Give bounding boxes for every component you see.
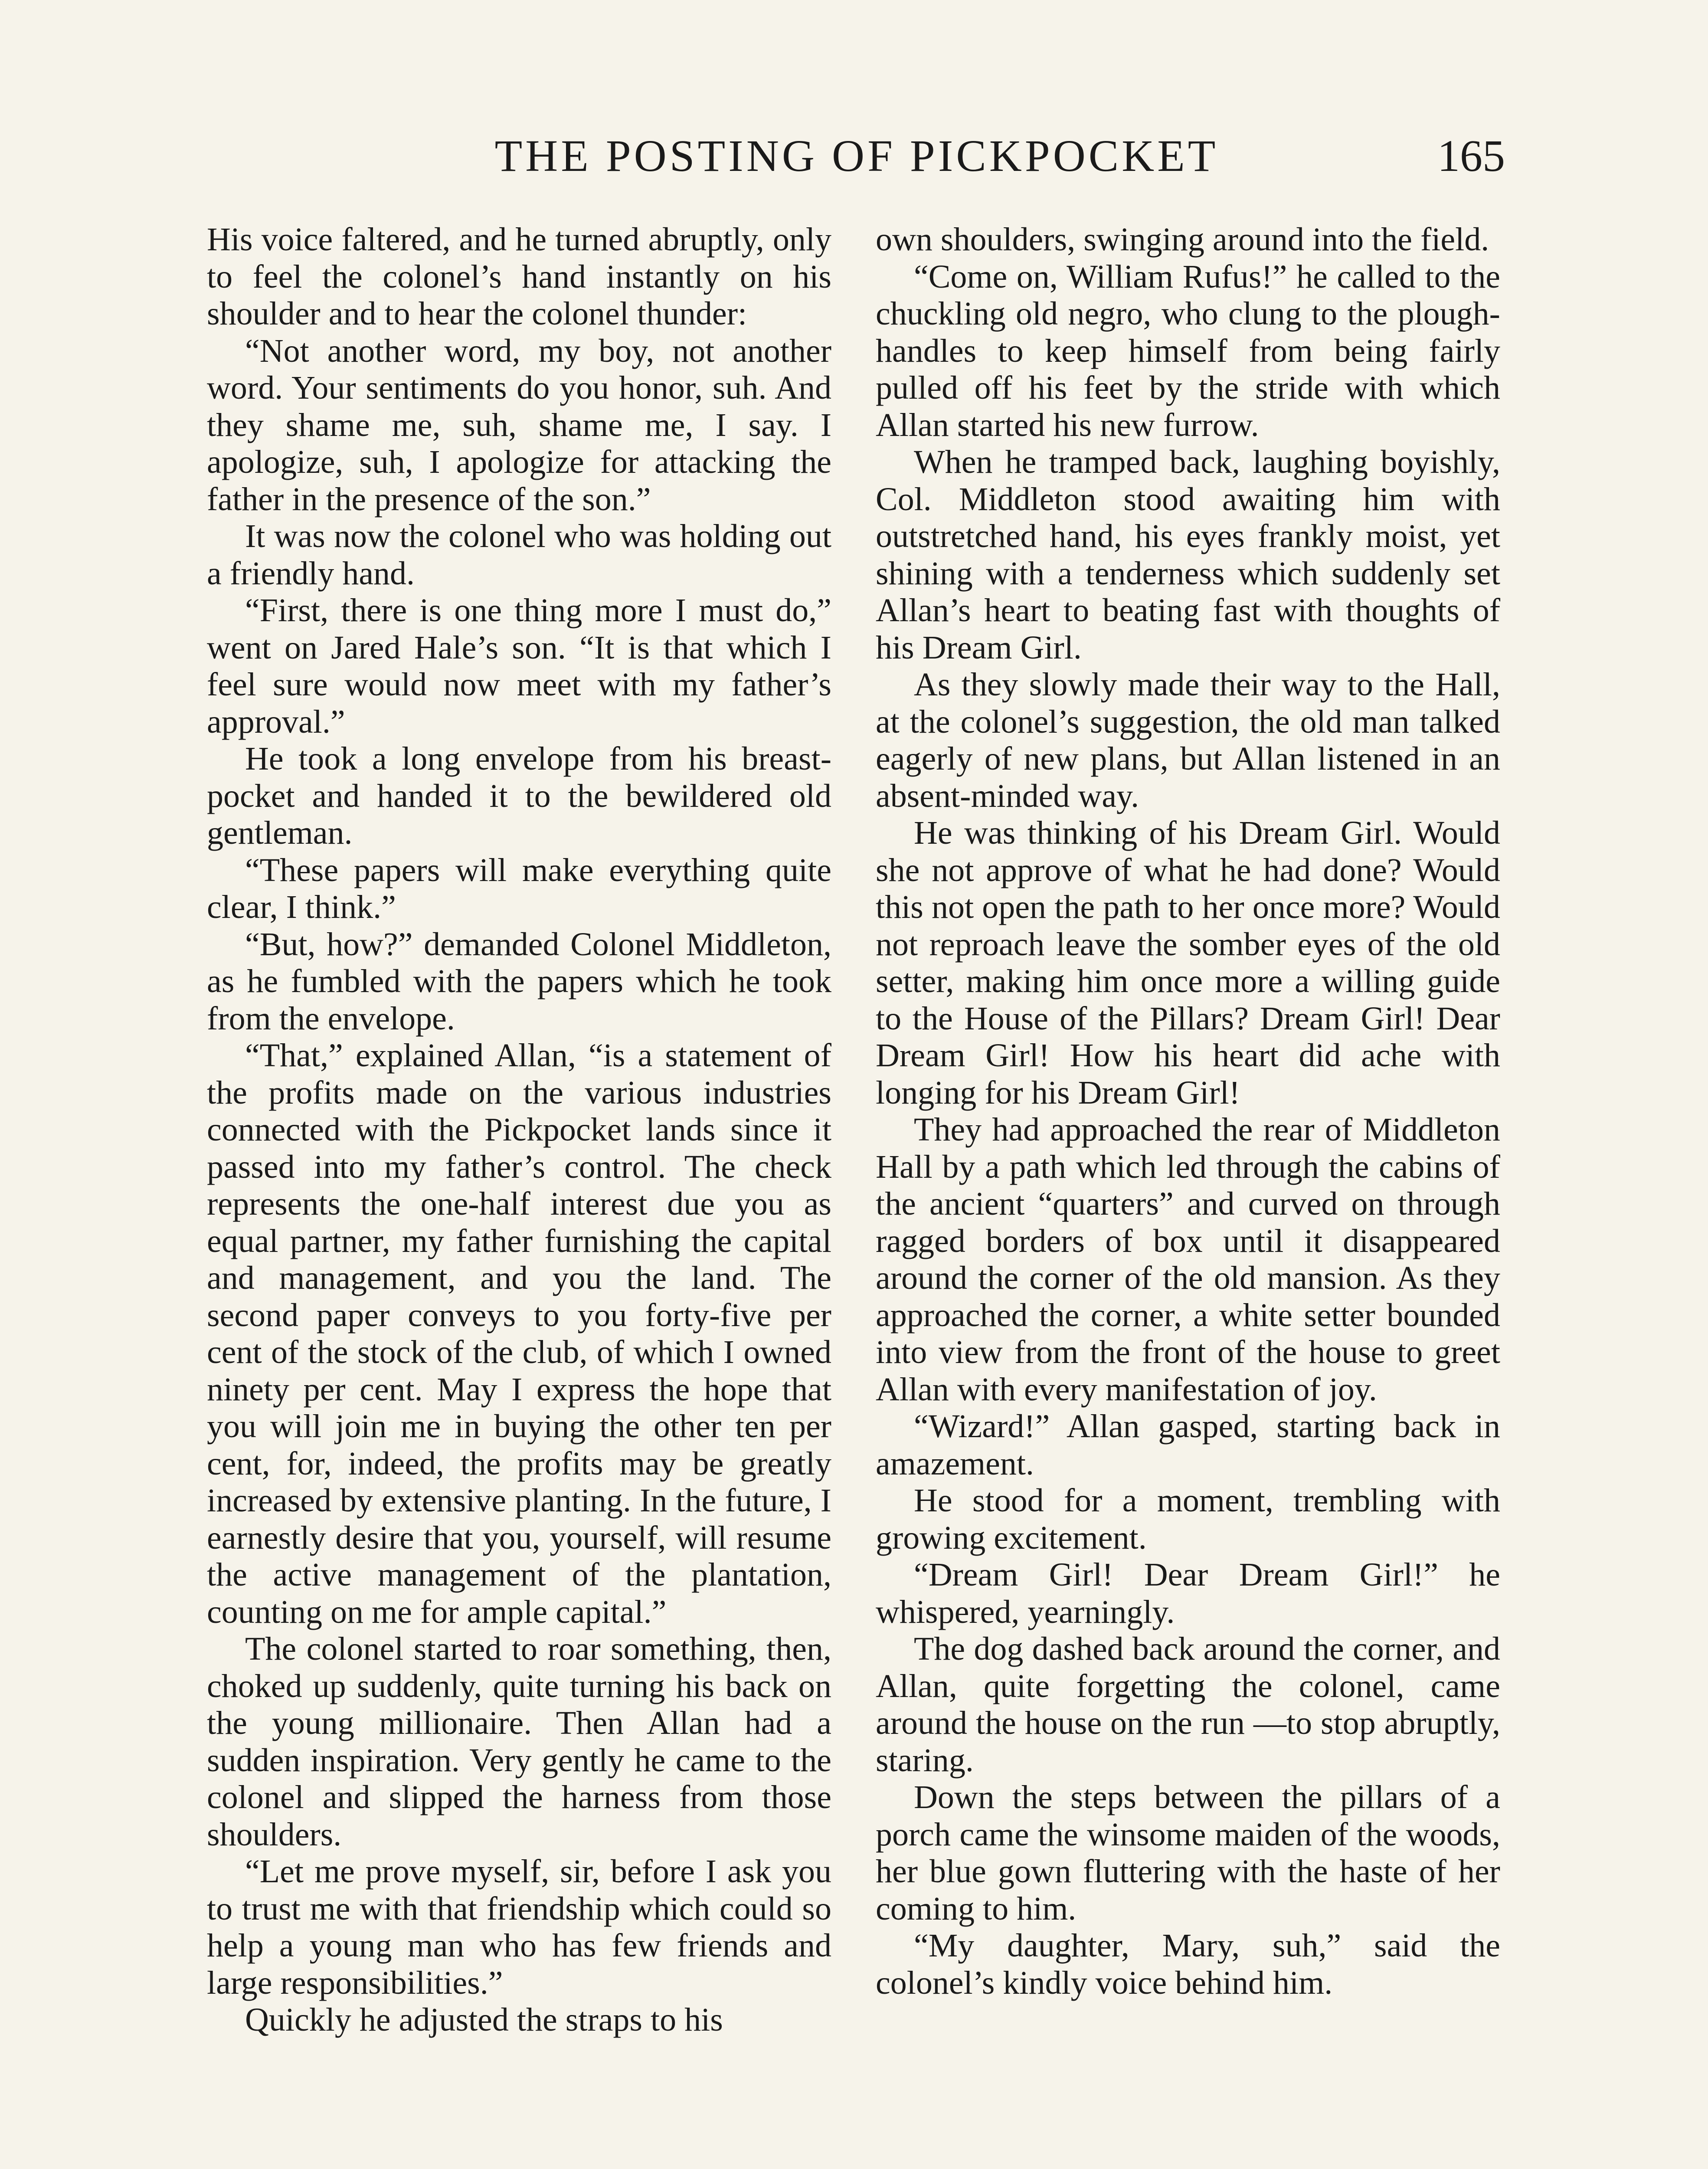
paragraph: “Dream Girl! Dear Dream Girl!” he whispered, yearningly. (876, 1556, 1500, 1630)
paragraph: “Wizard!” Allan gasped, starting back in amazement. (876, 1408, 1500, 1482)
paragraph: own shoulders, swinging around into the field. (876, 221, 1489, 258)
paragraph: His voice faltered, and he turned abruptly, only to feel the colonel’s hand instantly on his shoulder and to hear the colonel thunder: (207, 221, 831, 332)
running-title: THE POSTING OF PICKPOCKET (494, 131, 1219, 181)
right-column (876, 221, 1500, 2002)
paragraph: “Let me prove myself, sir, before I ask you to trust me with that friendship which could so help a young man who has few friends and large responsibilities.” (207, 1853, 831, 2001)
paragraph: “These papers will make everything quite clear, I think.” (207, 852, 831, 925)
paragraph: When he tramped back, laughing boyishly, Col. Middleton stood awaiting him with outstretched hand, his eyes frankly moist, yet shining with a tenderness which suddenly set Allan’s heart to beating fast with thoughts of his Dream Girl. (876, 444, 1500, 666)
paragraph: He was thinking of his Dream Girl. Would she not approve of what he had done? Would this not open the path to her once more? Would not reproach leave the somber eyes of the old setter, making him once more a willing guide to the House of the Pillars? Dream Girl! Dear Dream Girl! How his heart did ache with longing for his Dream Girl! (876, 815, 1500, 1111)
paragraph: “Not another word, my boy, not another word. Your sentiments do you honor, suh. And they shame me, suh, shame me, I say. I apologize, suh, I apologize for attacking the father in the presence of the son.” (207, 332, 831, 518)
running-head (208, 126, 1505, 187)
paragraph: The colonel started to roar something, then, choked up suddenly, quite turning his back on the young millionaire. Then Allan had a sudden inspiration. Very gently he came to the colonel and slipped the harness from those shoulders. (207, 1631, 831, 1853)
left-column (207, 221, 831, 2039)
paragraph: They had approached the rear of Middleton Hall by a path which led through the cabins of the ancient “quarters” and curved on through ragged borders of box until it disappeared around the corner of the old mansion. As they approached the corner, a white setter bounded into view from the front of the house to greet Allan with every manifestation of joy. (876, 1111, 1500, 1408)
paragraph: Quickly he adjusted the straps to his (245, 2002, 723, 2038)
paragraph: Down the steps between the pillars of a porch came the winsome maiden of the woods, her blue gown fluttering with the haste of her coming to him. (876, 1779, 1500, 1927)
paragraph: He stood for a moment, trembling with growing excitement. (876, 1482, 1500, 1556)
paragraph: “But, how?” demanded Colonel Middleton, as he fumbled with the papers which he took from the envelope. (207, 926, 831, 1037)
paragraph: He took a long envelope from his breast-pocket and handed it to the bewildered old gentleman. (207, 740, 831, 851)
paragraph: “Come on, William Rufus!” he called to the chuckling old negro, who clung to the plough-handles to keep himself from being fairly pulled off his feet by the stride with which Allan started his new furrow. (876, 258, 1500, 443)
paragraph: “My daughter, Mary, suh,” said the colonel’s kindly voice behind him. (876, 1927, 1500, 2001)
paragraph: As they slowly made their way to the Hall, at the colonel’s suggestion, the old man talked eagerly of new plans, but Allan listened in an absent-minded way. (876, 666, 1500, 814)
paragraph: “That,” explained Allan, “is a statement of the profits made on the various industries connected with the Pickpocket lands since it passed into my father’s control. The check represents the one-half interest due you as equal partner, my father furnishing the capital and management, and you the land. The second paper conveys to you forty-five per cent of the stock of the club, of which I owned ninety per cent. May I express the hope that you will join me in buying the other ten per cent, for, indeed, the profits may be greatly increased by extensive planting. In the future, I earnestly desire that you, yourself, will resume the active management of the plantation, counting on me for ample capital.” (207, 1037, 831, 1630)
paragraph: “First, there is one thing more I must do,” went on Jared Hale’s son. “It is that which I feel sure would now meet with my father’s approval.” (207, 592, 831, 740)
paragraph: It was now the colonel who was holding out a friendly hand. (207, 518, 831, 592)
paragraph: The dog dashed back around the corner, and Allan, quite forgetting the colonel, came around the house on the run —to stop abruptly, staring. (876, 1631, 1500, 1779)
page-number: 165 (1437, 131, 1505, 181)
